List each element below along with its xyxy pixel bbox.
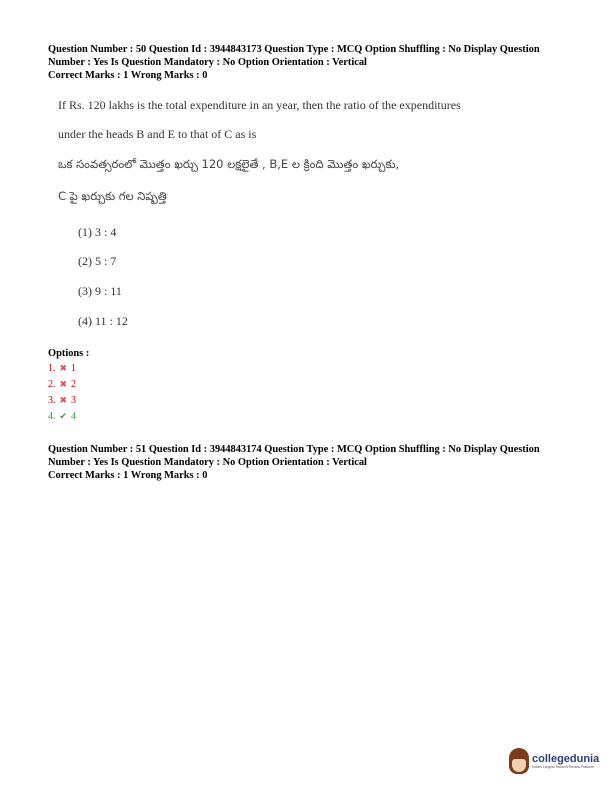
choice-4: (4) 11 : 12 (78, 314, 128, 328)
q51-header-line1: Question Number : 51 Question Id : 3944843174 Question Type : MCQ Option Shuffling : No Display Question (48, 444, 540, 455)
q50-header-line1: Question Number : 50 Question Id : 3944843173 Question Type : MCQ Option Shuffling : No Display Question (48, 44, 540, 55)
collegedunia-logo (509, 748, 599, 774)
question-en-line2: under the heads B and E to that of C as is (58, 127, 257, 141)
option-number: 4. (48, 411, 56, 422)
options-label: Options : (48, 348, 90, 359)
option-value: 4 (71, 411, 77, 422)
option-number: 1. (48, 363, 56, 374)
q51-header-line2: Number : Yes Is Question Mandatory : No Option Orientation : Vertical (48, 456, 367, 468)
check-icon: ✔ (59, 411, 68, 421)
option-row-correct (48, 411, 76, 422)
question-en-line1: If Rs. 120 lakhs is the total expenditure in an year, then the ratio of the expenditures (58, 98, 461, 112)
question-te-line2: C పై ఖర్చుకు గల నిష్పత్తి (58, 189, 167, 203)
q51-marks: Correct Marks : 1 Wrong Marks : 0 (48, 470, 208, 481)
q50-header-line2: Number : Yes Is Question Mandatory : No Option Orientation : Vertical (48, 56, 367, 68)
q50-marks: Correct Marks : 1 Wrong Marks : 0 (48, 70, 208, 81)
option-number: 2. (48, 379, 56, 390)
mascot-icon (509, 748, 529, 774)
choice-1: (1) 3 : 4 (78, 225, 117, 239)
option-value: 3 (71, 395, 77, 406)
option-value: 2 (71, 379, 77, 390)
option-value: 1 (71, 363, 77, 374)
logo-name: collegedunia (532, 753, 600, 765)
option-row (48, 395, 76, 406)
question-te-line1: ఒక సంవత్సరంలో మొత్తం ఖర్చు 120 లక్షలైతే , B,E ల క్రింది మొత్తం ఖర్చుకు, (58, 157, 400, 171)
logo-tagline: India's Largest Student Review Platform (532, 765, 595, 769)
cross-icon: ✖ (59, 379, 68, 389)
option-row (48, 363, 76, 374)
q50-header (48, 44, 588, 83)
choice-2: (2) 5 : 7 (78, 254, 117, 268)
option-row (48, 379, 76, 390)
option-number: 3. (48, 395, 56, 406)
cross-icon: ✖ (59, 363, 68, 373)
cross-icon: ✖ (59, 395, 68, 405)
q51-header (48, 444, 588, 483)
choice-3: (3) 9 : 11 (78, 284, 122, 298)
